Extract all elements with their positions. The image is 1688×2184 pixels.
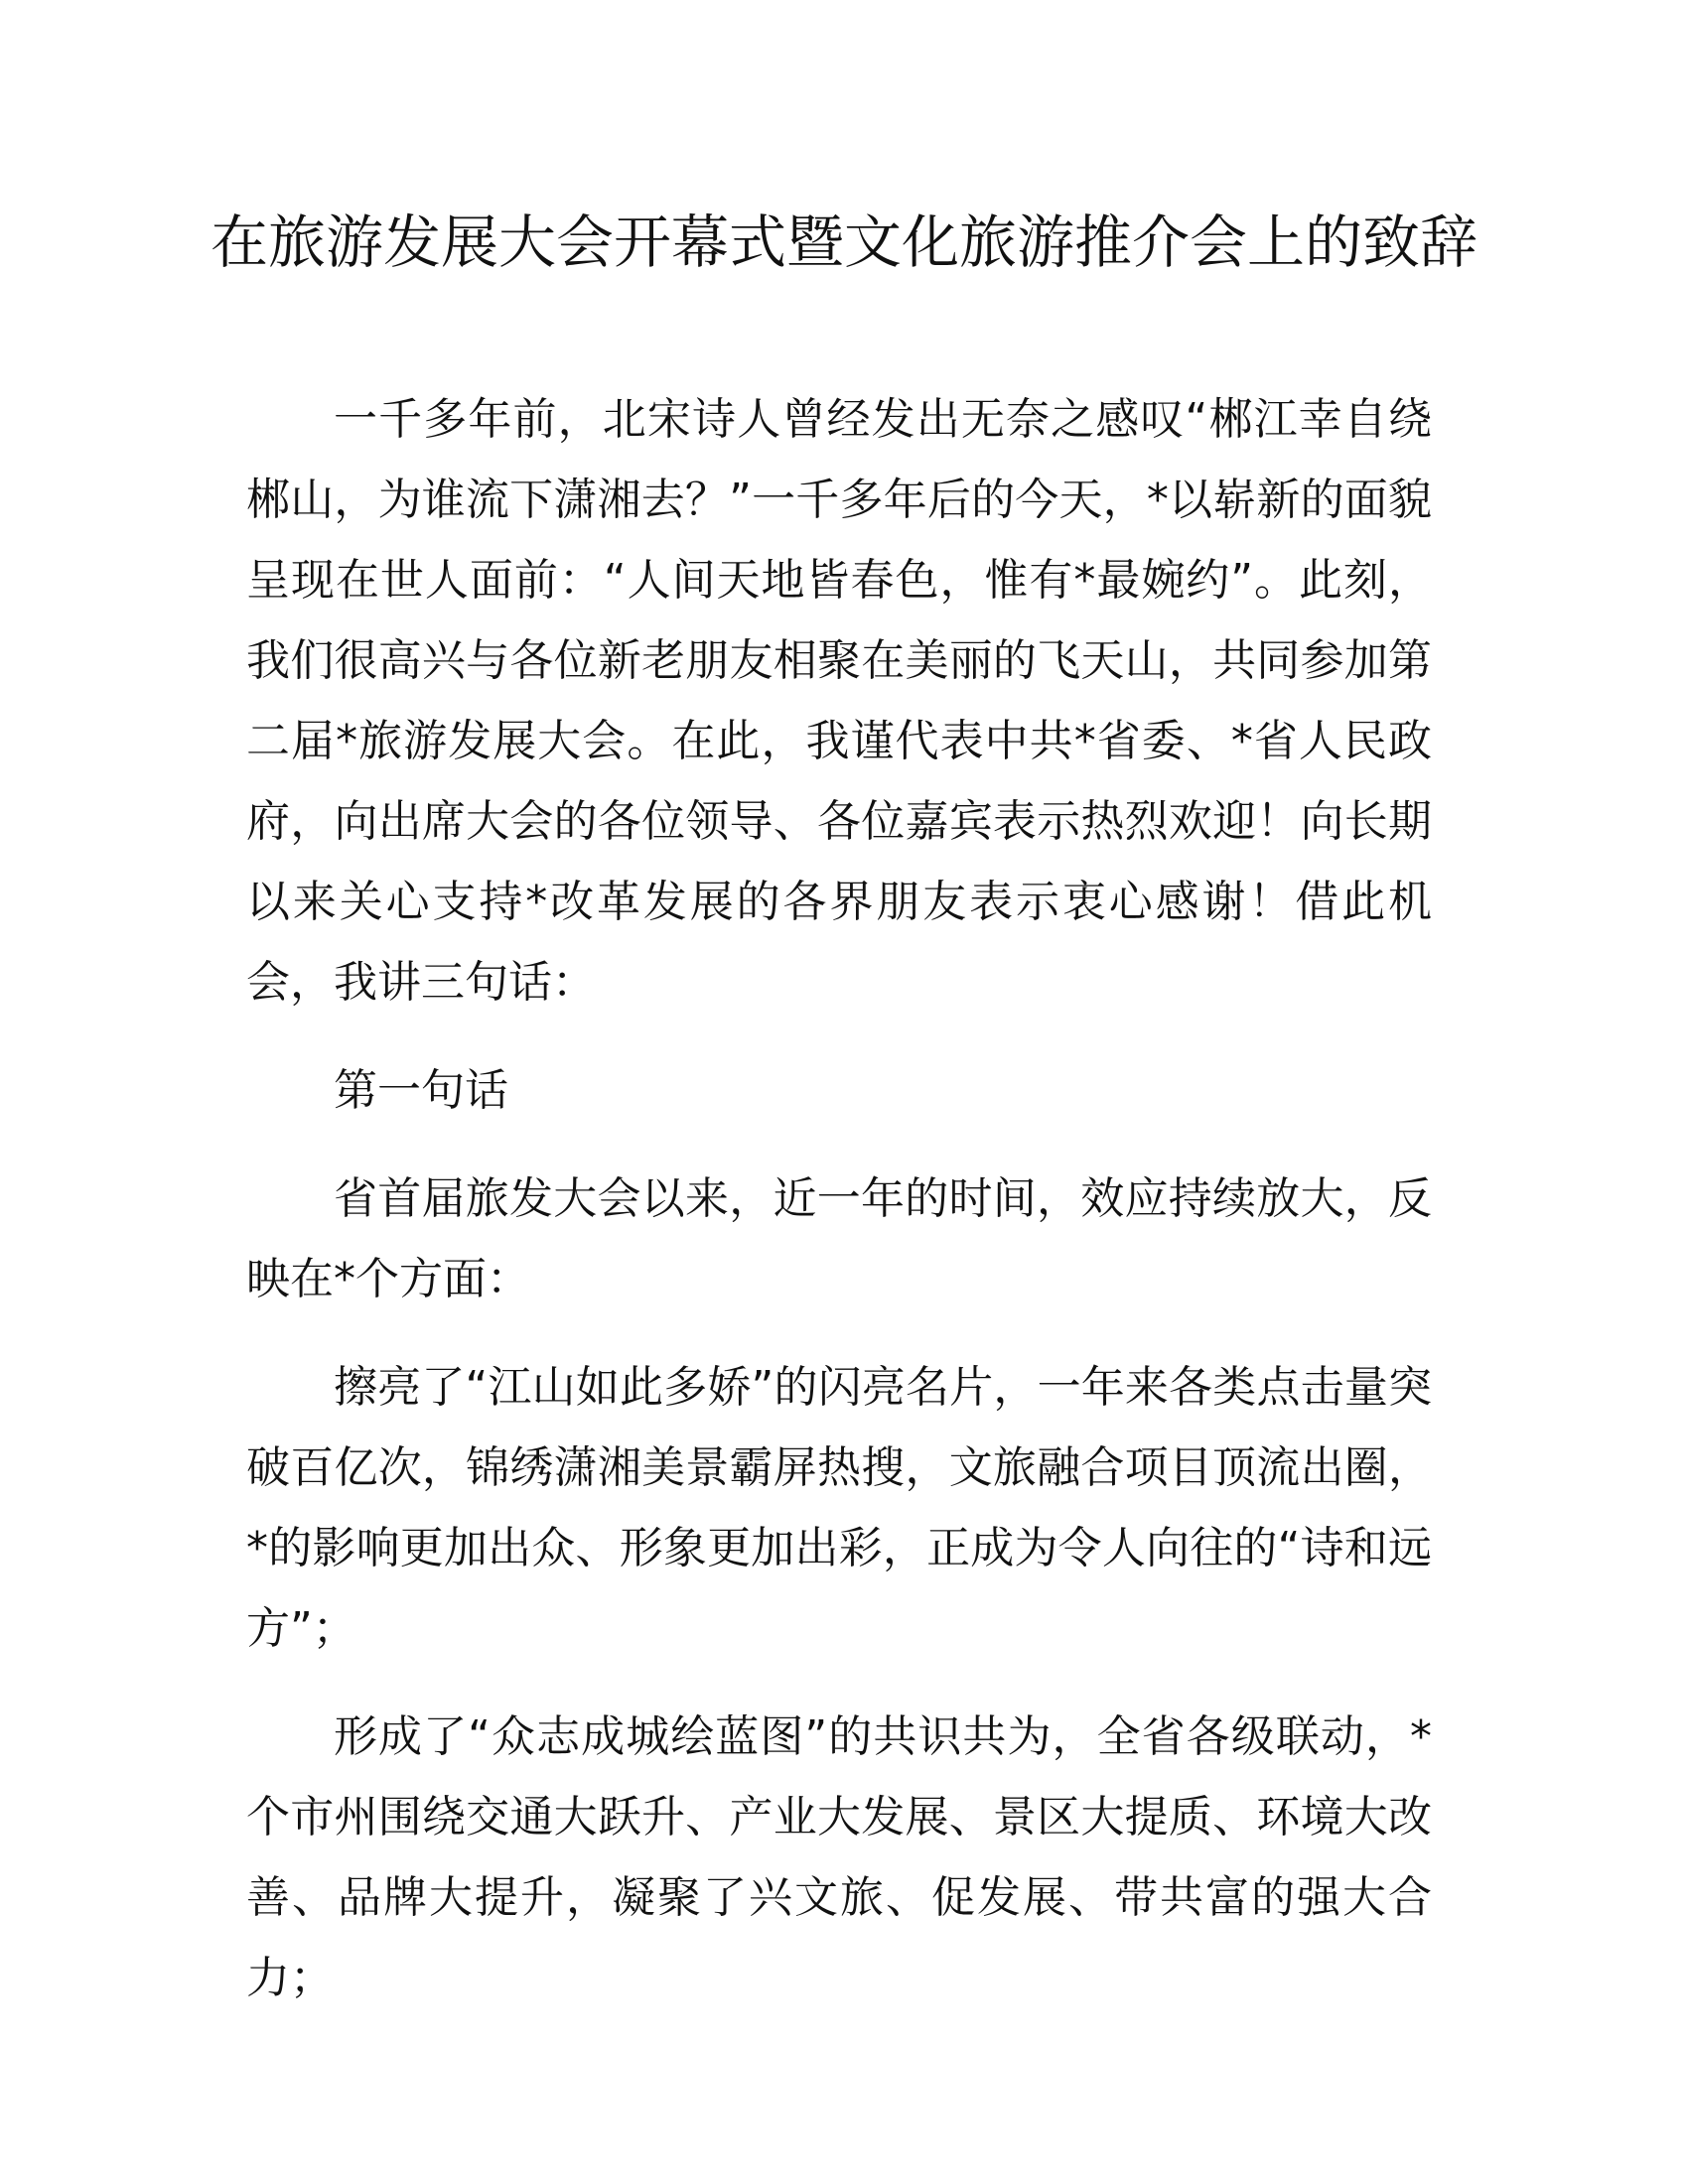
paragraph-effects: 省首届旅发大会以来，近一年的时间，效应持续放大，反映在*个方面：	[246, 1173, 1432, 1304]
paragraph-consensus: 形成了“众志成城绘蓝图”的共识共为，全省各级联动，*个市州围绕交通大跃升、产业大发展、景区大提质、环境大改善、品牌大提升，凝聚了兴文旅、促发展、带共富的强大合力；	[246, 1711, 1432, 2003]
document-title: 在旅游发展大会开幕式暨文化旅游推介会上的致辞	[210, 208, 1477, 276]
paragraph-intro: 一千多年前，北宋诗人曾经发出无奈之感叹“郴江幸自绕郴山，为谁流下潇湘去？”一千多年后的今天，*以崭新的面貌呈现在世人面前：“人间天地皆春色，惟有*最婉约”。此刻，我们很高兴与各位新老朋友相聚在美丽的飞天山，共同参加第二届*旅游发展大会。在此，我谨代表中共*省委、*省人民政府，向出席大会的各位领导、各位嘉宾表示热烈欢迎！向长期以来关心支持*改革发展的各界朋友表示衷心感谢！借此机会，我讲三句话：	[246, 394, 1432, 1008]
paragraph-name-card: 擦亮了“江山如此多娇”的闪亮名片，一年来各类点击量突破百亿次，锦绣潇湘美景霸屏热搜，文旅融合项目顶流出圈，*的影响更加出众、形象更加出彩，正成为令人向往的“诗和远方”；	[246, 1362, 1432, 1654]
document-body	[246, 379, 1432, 2046]
section-heading-first: 第一句话	[334, 1065, 508, 1116]
